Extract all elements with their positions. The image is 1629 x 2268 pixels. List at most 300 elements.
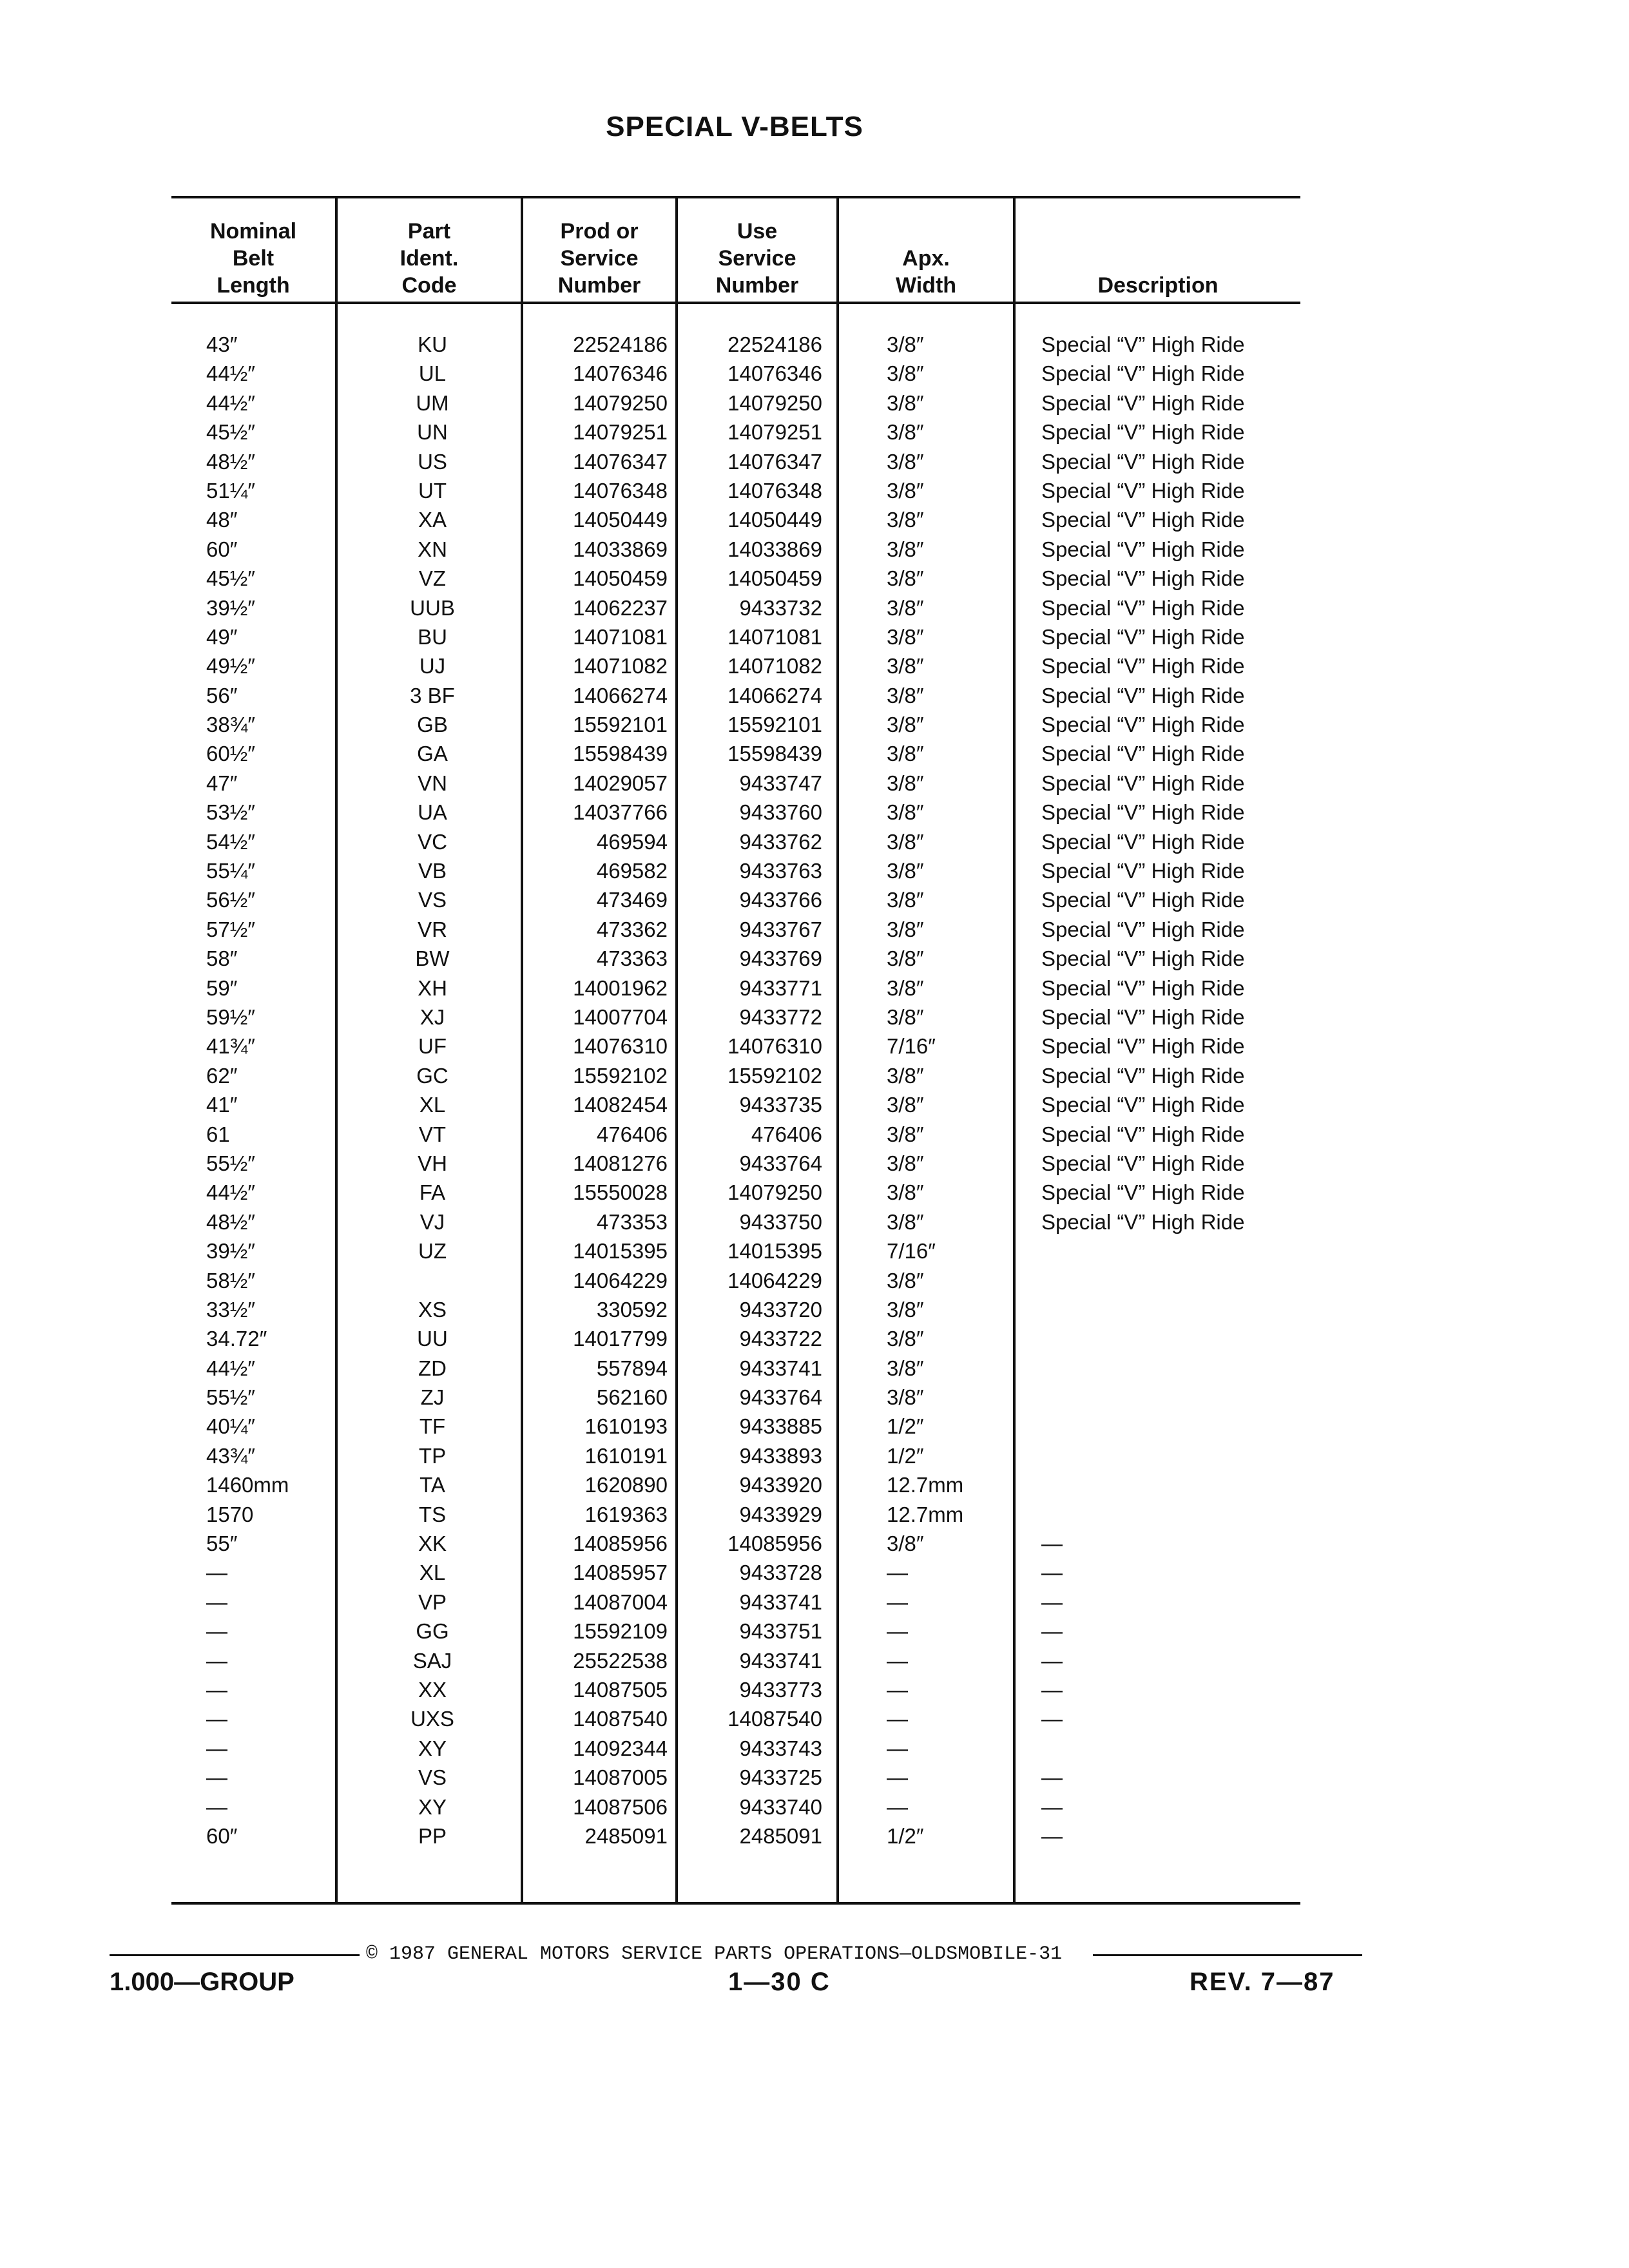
prod-service-number-cell: 473469	[596, 888, 668, 912]
belt-length-cell: 62″	[206, 1063, 238, 1088]
table-row	[171, 798, 1300, 827]
prod-service-number-cell: 15592101	[573, 713, 668, 737]
footer-rule-right	[1093, 1954, 1362, 1956]
description-cell: Special “V” High Ride	[1041, 829, 1245, 854]
part-code-cell: VJ	[419, 1209, 445, 1234]
table-row	[171, 593, 1300, 622]
description-cell: Special “V” High Ride	[1041, 888, 1245, 912]
header-apx-width: Apx. Width	[895, 246, 957, 298]
prod-service-number-cell: 473353	[596, 1209, 668, 1234]
prod-service-number-cell: 14087505	[573, 1677, 668, 1702]
use-service-number-cell: 14085956	[728, 1532, 822, 1556]
belt-length-cell: 56″	[206, 683, 238, 707]
belt-length-cell: 48½″	[206, 1209, 255, 1234]
part-code-cell: UF	[418, 1034, 447, 1059]
width-cell: —	[887, 1677, 908, 1702]
description-cell: Special “V” High Ride	[1041, 683, 1245, 707]
table-row	[171, 944, 1300, 973]
prod-service-number-cell: 14079250	[573, 390, 668, 415]
use-service-number-cell: 9433750	[739, 1209, 822, 1234]
prod-service-number-cell: 1620890	[584, 1473, 668, 1497]
width-cell: 3/8″	[887, 390, 924, 415]
use-service-number-cell: 9433741	[739, 1590, 822, 1614]
description-cell: Special “V” High Ride	[1041, 1004, 1245, 1029]
description-cell: Special “V” High Ride	[1041, 566, 1245, 591]
header-prod-service-number: Prod or Service Number	[557, 219, 641, 298]
use-service-number-cell: 15592102	[728, 1063, 822, 1088]
use-service-number-cell: 9433893	[739, 1443, 822, 1468]
part-code-cell: FA	[419, 1180, 446, 1205]
belt-length-cell: 55½″	[206, 1151, 255, 1175]
description-cell: —	[1041, 1561, 1063, 1585]
table-row	[171, 389, 1300, 418]
width-cell: —	[887, 1794, 908, 1819]
width-cell: 3/8″	[887, 975, 924, 1000]
part-code-cell: GG	[416, 1619, 449, 1644]
width-cell: 3/8″	[887, 449, 924, 474]
belt-length-cell: 57½″	[206, 917, 255, 941]
belt-length-cell: 41¾″	[206, 1034, 255, 1059]
part-code-cell: UT	[418, 478, 447, 503]
prod-service-number-cell: 14082454	[573, 1093, 668, 1117]
table-row	[171, 651, 1300, 680]
belt-length-cell: 40¼″	[206, 1414, 255, 1439]
part-code-cell: KU	[418, 332, 447, 356]
use-service-number-cell: 14066274	[728, 683, 822, 707]
table-row	[171, 1500, 1300, 1529]
header-bottom-rule	[171, 302, 1300, 304]
prod-service-number-cell: 22524186	[573, 332, 668, 356]
prod-service-number-cell: 14087005	[573, 1765, 668, 1790]
use-service-number-cell: 9433741	[739, 1648, 822, 1673]
description-cell: Special “V” High Ride	[1041, 975, 1245, 1000]
description-cell: Special “V” High Ride	[1041, 420, 1245, 445]
part-code-cell: XY	[418, 1794, 447, 1819]
part-code-cell: XA	[418, 508, 447, 532]
table-row	[171, 1558, 1300, 1587]
header-nominal-belt-length: Nominal Belt Length	[209, 219, 297, 298]
description-cell: Special “V” High Ride	[1041, 508, 1245, 532]
belt-length-cell: 44½″	[206, 1180, 255, 1205]
use-service-number-cell: 14064229	[728, 1268, 822, 1293]
description-cell: Special “V” High Ride	[1041, 713, 1245, 737]
prod-service-number-cell: 1610191	[584, 1443, 668, 1468]
table-row	[171, 739, 1300, 768]
width-cell: 3/8″	[887, 508, 924, 532]
part-code-cell: UXS	[410, 1707, 454, 1731]
belt-length-cell: 56½″	[206, 888, 255, 912]
description-cell: Special “V” High Ride	[1041, 1122, 1245, 1146]
table-row	[171, 505, 1300, 534]
table-row	[171, 1529, 1300, 1558]
belt-length-cell: 59″	[206, 975, 238, 1000]
width-cell: 3/8″	[887, 1063, 924, 1088]
width-cell: 3/8″	[887, 771, 924, 795]
part-code-cell: UN	[417, 420, 448, 445]
description-cell: Special “V” High Ride	[1041, 537, 1245, 561]
table-top-rule	[171, 196, 1300, 198]
prod-service-number-cell: 14071081	[573, 624, 668, 649]
prod-service-number-cell: 14085957	[573, 1561, 668, 1585]
prod-service-number-cell: 14076346	[573, 361, 668, 386]
table-row	[171, 1236, 1300, 1265]
width-cell: 3/8″	[887, 859, 924, 883]
width-cell: —	[887, 1707, 908, 1731]
width-cell: 1/2″	[887, 1823, 924, 1848]
table-row	[171, 1734, 1300, 1763]
page-title: SPECIAL V-BELTS	[606, 111, 863, 142]
width-cell: 3/8″	[887, 1327, 924, 1351]
table-row	[171, 1704, 1300, 1733]
description-cell: —	[1041, 1794, 1063, 1819]
description-cell: Special “V” High Ride	[1041, 947, 1245, 971]
description-cell: Special “V” High Ride	[1041, 332, 1245, 356]
table-row	[171, 769, 1300, 798]
table-row	[171, 564, 1300, 593]
use-service-number-cell: 15598439	[728, 742, 822, 766]
description-cell: —	[1041, 1648, 1063, 1673]
belt-length-cell: 61	[206, 1122, 230, 1146]
description-cell: Special “V” High Ride	[1041, 1151, 1245, 1175]
part-code-cell: ZD	[418, 1356, 447, 1380]
belt-length-cell: 58″	[206, 947, 238, 971]
table-row	[171, 1470, 1300, 1499]
width-cell: 3/8″	[887, 361, 924, 386]
description-cell: Special “V” High Ride	[1041, 1209, 1245, 1234]
table-row	[171, 681, 1300, 710]
belt-length-cell: 44½″	[206, 361, 255, 386]
belt-length-cell: 33½″	[206, 1297, 255, 1321]
use-service-number-cell: 14079250	[728, 1180, 822, 1205]
description-cell: —	[1041, 1619, 1063, 1644]
belt-length-cell: 1460mm	[206, 1473, 289, 1497]
belt-length-cell: 47″	[206, 771, 238, 795]
belt-length-cell: —	[206, 1561, 227, 1585]
part-code-cell: UA	[418, 800, 447, 825]
use-service-number-cell: 9433743	[739, 1736, 822, 1760]
width-cell: 3/8″	[887, 1004, 924, 1029]
description-cell: Special “V” High Ride	[1041, 859, 1245, 883]
belt-length-cell: —	[206, 1707, 227, 1731]
prod-service-number-cell: 14017799	[573, 1327, 668, 1351]
width-cell: 3/8″	[887, 420, 924, 445]
part-code-cell: VZ	[418, 566, 447, 591]
use-service-number-cell: 9433766	[739, 888, 822, 912]
belt-length-cell: 38¾″	[206, 713, 255, 737]
description-cell: Special “V” High Ride	[1041, 449, 1245, 474]
prod-service-number-cell: 14087004	[573, 1590, 668, 1614]
belt-length-cell: —	[206, 1677, 227, 1702]
part-code-cell: GA	[417, 742, 448, 766]
table-row	[171, 827, 1300, 856]
part-code-cell: XK	[418, 1532, 447, 1556]
table-row	[171, 1149, 1300, 1178]
table-row	[171, 1061, 1300, 1090]
part-code-cell: VT	[418, 1122, 447, 1146]
use-service-number-cell: 14079251	[728, 420, 822, 445]
part-code-cell: XY	[418, 1736, 447, 1760]
belt-length-cell: 55″	[206, 1532, 238, 1556]
prod-service-number-cell: 15550028	[573, 1180, 668, 1205]
prod-service-number-cell: 1610193	[584, 1414, 668, 1439]
belt-length-cell: 48″	[206, 508, 238, 532]
table-row	[171, 1266, 1300, 1295]
table-row	[171, 1412, 1300, 1441]
use-service-number-cell: 2485091	[739, 1823, 822, 1848]
table-row	[171, 1354, 1300, 1383]
use-service-number-cell: 9433760	[739, 800, 822, 825]
part-code-cell: BU	[418, 624, 447, 649]
part-code-cell: VN	[418, 771, 447, 795]
part-code-cell: XH	[418, 975, 447, 1000]
width-cell: 1/2″	[887, 1443, 924, 1468]
part-code-cell: 3 BF	[410, 683, 455, 707]
footer-page-number: 1—30 C	[728, 1968, 831, 1996]
use-service-number-cell: 9433747	[739, 771, 822, 795]
width-cell: —	[887, 1561, 908, 1585]
part-code-cell: VS	[418, 888, 447, 912]
description-cell: Special “V” High Ride	[1041, 1180, 1245, 1205]
part-code-cell: XN	[418, 537, 447, 561]
use-service-number-cell: 14087540	[728, 1707, 822, 1731]
use-service-number-cell: 14071082	[728, 654, 822, 678]
footer-rule-left	[110, 1954, 360, 1956]
table-row	[171, 1324, 1300, 1353]
use-service-number-cell: 9433741	[739, 1356, 822, 1380]
part-code-cell: BW	[415, 947, 450, 971]
part-code-cell: VP	[418, 1590, 447, 1614]
prod-service-number-cell: 330592	[596, 1297, 668, 1321]
description-cell: —	[1041, 1590, 1063, 1614]
header-use-service-number: Use Service Number	[715, 219, 799, 298]
table-row	[171, 622, 1300, 651]
use-service-number-cell: 9433762	[739, 829, 822, 854]
prod-service-number-cell: 14066274	[573, 683, 668, 707]
prod-service-number-cell: 14033869	[573, 537, 668, 561]
belt-length-cell: 44½″	[206, 1356, 255, 1380]
width-cell: 7/16″	[887, 1239, 936, 1264]
use-service-number-cell: 9433740	[739, 1794, 822, 1819]
use-service-number-cell: 9433885	[739, 1414, 822, 1439]
description-cell: Special “V” High Ride	[1041, 624, 1245, 649]
belt-length-cell: 1570	[206, 1502, 254, 1526]
table-row	[171, 1646, 1300, 1675]
belt-length-cell: —	[206, 1765, 227, 1790]
part-code-cell: TP	[418, 1443, 447, 1468]
table-row	[171, 1763, 1300, 1792]
belt-length-cell: —	[206, 1648, 227, 1673]
table-row	[171, 974, 1300, 1003]
table-row	[171, 330, 1300, 359]
prod-service-number-cell: 15592109	[573, 1619, 668, 1644]
table-row	[171, 359, 1300, 388]
part-code-cell: XS	[418, 1297, 447, 1321]
use-service-number-cell: 14076348	[728, 478, 822, 503]
use-service-number-cell: 9433764	[739, 1151, 822, 1175]
use-service-number-cell: 476406	[751, 1122, 822, 1146]
footer-group: 1.000—GROUP	[110, 1968, 294, 1996]
width-cell: 3/8″	[887, 478, 924, 503]
description-cell: —	[1041, 1532, 1063, 1556]
description-cell: Special “V” High Ride	[1041, 1063, 1245, 1088]
width-cell: 3/8″	[887, 1356, 924, 1380]
table-row	[171, 1617, 1300, 1646]
width-cell: 3/8″	[887, 624, 924, 649]
width-cell: 3/8″	[887, 1385, 924, 1410]
use-service-number-cell: 9433725	[739, 1765, 822, 1790]
table-row	[171, 1821, 1300, 1850]
part-code-cell: XL	[419, 1561, 446, 1585]
table-body	[171, 330, 1300, 1850]
table-row	[171, 885, 1300, 914]
part-code-cell: UU	[417, 1327, 448, 1351]
part-code-cell: ZJ	[420, 1385, 445, 1410]
prod-service-number-cell: 15598439	[573, 742, 668, 766]
belts-table	[171, 196, 1300, 1905]
width-cell: 3/8″	[887, 1532, 924, 1556]
part-code-cell: UL	[418, 361, 447, 386]
prod-service-number-cell: 14087540	[573, 1707, 668, 1731]
belt-length-cell: —	[206, 1736, 227, 1760]
use-service-number-cell: 9433772	[739, 1004, 822, 1029]
belt-length-cell: 49″	[206, 624, 238, 649]
use-service-number-cell: 14033869	[728, 537, 822, 561]
use-service-number-cell: 14015395	[728, 1239, 822, 1264]
part-code-cell: US	[418, 449, 447, 474]
belt-length-cell: 49½″	[206, 654, 255, 678]
part-code-cell: SAJ	[412, 1648, 452, 1673]
description-cell: Special “V” High Ride	[1041, 654, 1245, 678]
prod-service-number-cell: 557894	[596, 1356, 668, 1380]
prod-service-number-cell: 1619363	[584, 1502, 668, 1526]
prod-service-number-cell: 14007704	[573, 1004, 668, 1029]
part-code-cell: VH	[418, 1151, 447, 1175]
header-description: Description	[1097, 273, 1219, 298]
belt-length-cell: 55¼″	[206, 859, 255, 883]
width-cell: 3/8″	[887, 683, 924, 707]
width-cell: 12.7mm	[887, 1473, 964, 1497]
use-service-number-cell: 9433722	[739, 1327, 822, 1351]
width-cell: 3/8″	[887, 1297, 924, 1321]
table-row	[171, 1032, 1300, 1061]
belt-length-cell: 41″	[206, 1093, 238, 1117]
prod-service-number-cell: 14064229	[573, 1268, 668, 1293]
table-row	[171, 418, 1300, 447]
use-service-number-cell: 14050449	[728, 508, 822, 532]
prod-service-number-cell: 14092344	[573, 1736, 668, 1760]
use-service-number-cell: 9433773	[739, 1677, 822, 1702]
part-code-cell: XL	[419, 1093, 446, 1117]
use-service-number-cell: 14076347	[728, 449, 822, 474]
width-cell: 3/8″	[887, 713, 924, 737]
use-service-number-cell: 9433771	[739, 975, 822, 1000]
table-row	[171, 1178, 1300, 1207]
belt-length-cell: 59½″	[206, 1004, 255, 1029]
prod-service-number-cell: 14050459	[573, 566, 668, 591]
part-code-cell: GB	[417, 713, 448, 737]
use-service-number-cell: 9433732	[739, 595, 822, 620]
table-row	[171, 476, 1300, 505]
part-code-cell: VC	[418, 829, 447, 854]
footer-revision: REV. 7—87	[1190, 1968, 1335, 1996]
description-cell: Special “V” High Ride	[1041, 917, 1245, 941]
use-service-number-cell: 9433764	[739, 1385, 822, 1410]
width-cell: 3/8″	[887, 1209, 924, 1234]
table-row	[171, 535, 1300, 564]
prod-service-number-cell: 476406	[596, 1122, 668, 1146]
part-code-cell: PP	[418, 1823, 447, 1848]
use-service-number-cell: 9433735	[739, 1093, 822, 1117]
footer-copyright: © 1987 GENERAL MOTORS SERVICE PARTS OPERATIONS—OLDSMOBILE-31	[366, 1943, 1063, 1965]
part-code-cell: UUB	[410, 595, 455, 620]
prod-service-number-cell: 14050449	[573, 508, 668, 532]
belt-length-cell: 55½″	[206, 1385, 255, 1410]
description-cell: Special “V” High Ride	[1041, 771, 1245, 795]
use-service-number-cell: 14076310	[728, 1034, 822, 1059]
belt-length-cell: 44½″	[206, 390, 255, 415]
prod-service-number-cell: 14037766	[573, 800, 668, 825]
table-row	[171, 856, 1300, 885]
table-row	[171, 1588, 1300, 1617]
prod-service-number-cell: 14085956	[573, 1532, 668, 1556]
prod-service-number-cell: 14015395	[573, 1239, 668, 1264]
belt-length-cell: 43″	[206, 332, 238, 356]
width-cell: 3/8″	[887, 332, 924, 356]
use-service-number-cell: 9433751	[739, 1619, 822, 1644]
width-cell: 3/8″	[887, 654, 924, 678]
part-code-cell: VR	[418, 917, 447, 941]
table-row	[171, 1120, 1300, 1149]
width-cell: 3/8″	[887, 1093, 924, 1117]
table-row	[171, 1792, 1300, 1821]
width-cell: —	[887, 1736, 908, 1760]
prod-service-number-cell: 14062237	[573, 595, 668, 620]
prod-service-number-cell: 14001962	[573, 975, 668, 1000]
width-cell: 3/8″	[887, 742, 924, 766]
part-code-cell: UZ	[418, 1239, 447, 1264]
belt-length-cell: 39½″	[206, 595, 255, 620]
belt-length-cell: —	[206, 1590, 227, 1614]
belt-length-cell: 54½″	[206, 829, 255, 854]
description-cell: —	[1041, 1823, 1063, 1848]
prod-service-number-cell: 473362	[596, 917, 668, 941]
description-cell: —	[1041, 1707, 1063, 1731]
part-code-cell: GC	[416, 1063, 448, 1088]
belt-length-cell: 60″	[206, 1823, 238, 1848]
description-cell: Special “V” High Ride	[1041, 595, 1245, 620]
prod-service-number-cell: 469594	[596, 829, 668, 854]
prod-service-number-cell: 14087506	[573, 1794, 668, 1819]
prod-service-number-cell: 14071082	[573, 654, 668, 678]
prod-service-number-cell: 562160	[596, 1385, 668, 1410]
part-code-cell: TF	[419, 1414, 446, 1439]
prod-service-number-cell: 2485091	[584, 1823, 668, 1848]
table-row	[171, 1207, 1300, 1236]
prod-service-number-cell: 14079251	[573, 420, 668, 445]
description-cell: Special “V” High Ride	[1041, 742, 1245, 766]
belt-length-cell: 48½″	[206, 449, 255, 474]
prod-service-number-cell: 473363	[596, 947, 668, 971]
description-cell: —	[1041, 1677, 1063, 1702]
prod-service-number-cell: 14076347	[573, 449, 668, 474]
use-service-number-cell: 9433728	[739, 1561, 822, 1585]
belt-length-cell: 43¾″	[206, 1443, 255, 1468]
prod-service-number-cell: 25522538	[573, 1648, 668, 1673]
table-row	[171, 1090, 1300, 1119]
belt-length-cell: 45½″	[206, 420, 255, 445]
use-service-number-cell: 9433720	[739, 1297, 822, 1321]
prod-service-number-cell: 15592102	[573, 1063, 668, 1088]
